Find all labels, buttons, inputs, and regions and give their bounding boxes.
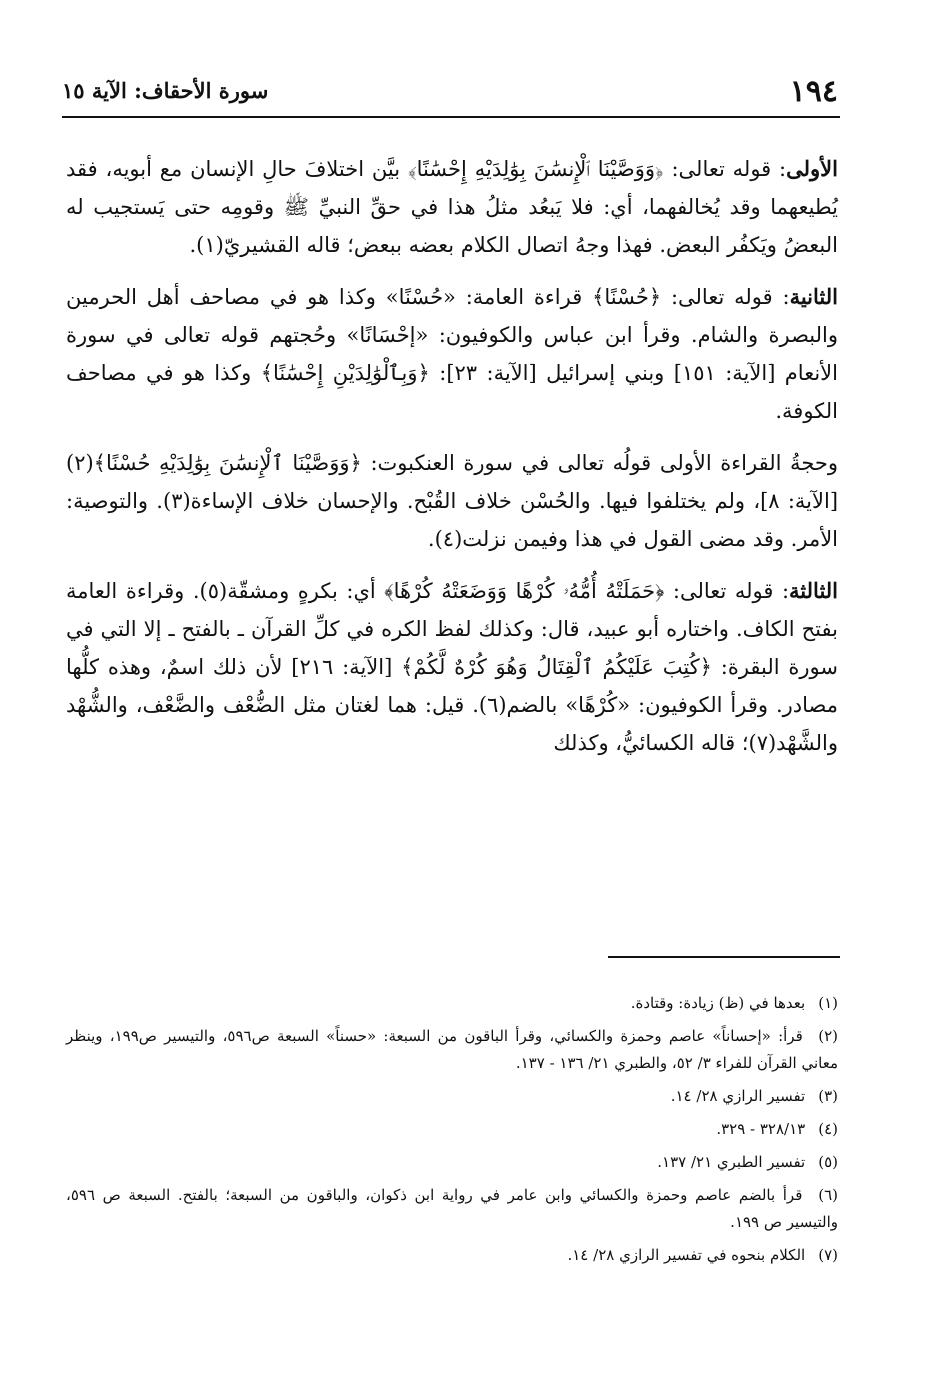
footnote-mark: (٦) bbox=[818, 1186, 838, 1204]
footnote-mark: (٧) bbox=[818, 1246, 838, 1264]
main-text bbox=[66, 150, 838, 776]
footnotes bbox=[66, 990, 838, 1275]
running-title: سورة الأحقاف: الآية ١٥ bbox=[62, 78, 269, 103]
footnote-text: قرأ: «إحساناً» عاصم وحمزة والكسائي، وقرأ الباقون من السبعة: «حسناً» السبعة ص٥٩٦، والتيسير ص١٩٩، وينظر معاني القرآن للفراء ٣/ ٥٢، والطبري ٢١/ ١٣٦ - ١٣٧. bbox=[66, 1027, 838, 1072]
paragraph-4 bbox=[66, 572, 838, 762]
footnote-7 bbox=[66, 1242, 838, 1269]
paragraph-lead: الثالثة bbox=[789, 578, 839, 603]
page-number: ١٩٤ bbox=[789, 74, 838, 109]
footnote-mark: (٥) bbox=[818, 1153, 838, 1171]
footnote-text: تفسير الطبري ٢١/ ١٣٧. bbox=[657, 1153, 806, 1171]
paragraph-3 bbox=[66, 444, 838, 558]
paragraph-1 bbox=[66, 150, 838, 264]
paragraph-lead: الأولى bbox=[786, 156, 838, 181]
footnote-1 bbox=[66, 990, 838, 1017]
footnote-3 bbox=[66, 1083, 838, 1110]
footnote-mark: (٣) bbox=[818, 1087, 838, 1105]
footnote-text: الكلام بنحوه في تفسير الرازي ٢٨/ ١٤. bbox=[567, 1246, 806, 1264]
paragraph-text: : قوله تعالى: ﴿وَوَصَّيْنَا ٱلْإِنسَٰنَ بِوَٰلِدَيْهِ إِحْسَٰنًا﴾ بيَّن اختلافَ حالِ الإنسان مع أبويه، فقد يُطيعهما وقد يُخالفهما، أي: فلا يَبعُد مثلُ هذا في حقِّ النبيِّ ﷺ وقومِه حتى يَستجيب له البعضُ ويَكفُر البعض. فهذا وجهُ اتصال الكلام بعضه ببعض؛ قاله القشيريّ(١). bbox=[66, 157, 838, 257]
footnote-2 bbox=[66, 1023, 838, 1077]
footnote-6 bbox=[66, 1182, 838, 1236]
paragraph-lead: الثانية bbox=[789, 284, 838, 309]
footnote-mark: (٢) bbox=[818, 1027, 838, 1045]
footnote-mark: (١) bbox=[818, 994, 838, 1012]
header-rule bbox=[62, 116, 840, 118]
page-header bbox=[62, 70, 838, 116]
paragraph-text: : قوله تعالى: ﴿حُسْنًا﴾ قراءة العامة: «حُسْنًا» وكذا هو في مصاحف أهل الحرمين والبصرة والشام. وقرأ ابن عباس والكوفيون: «إحْسَانًا» وحُجتهم قوله تعالى في سورة الأنعام [الآية: ١٥١] وبني إسرائيل [الآية: ٢٣]: ﴿وَبِٱلْوَٰلِدَيْنِ إِحْسَٰنًا﴾ وكذا هو في مصاحف الكوفة. bbox=[66, 285, 838, 423]
footnote-text: بعدها في (ظ) زيادة: وقتادة. bbox=[630, 994, 806, 1012]
footnote-rule bbox=[608, 956, 840, 958]
paragraph-text: وحجةُ القراءة الأولى قولُه تعالى في سورة العنكبوت: ﴿وَوَصَّيْنَا ٱلْإِنسَٰنَ بِوَٰلِدَيْهِ حُسْنًا﴾(٢) [الآية: ٨]، ولم يختلفوا فيها. والحُسْن خلاف القُبْح. والإحسان خلاف الإساءة(٣). والتوصية: الأمر. وقد مضى القول في هذا وفيمن نزلت(٤). bbox=[66, 451, 839, 551]
paragraph-text: : قوله تعالى: ﴿حَمَلَتْهُ أُمُّهُۥ كُرْهًا وَوَضَعَتْهُ كُرْهًا﴾ أي: بكرهٍ ومشقّة(٥). وقراءة العامة بفتح الكاف. واختاره أبو عبيد، قال: وكذلك لفظ الكره في كلِّ القرآن ـ بالفتح ـ إلا التي في سورة البقرة: ﴿كُتِبَ عَلَيْكُمُ ٱلْقِتَالُ وَهُوَ كُرْهٌ لَّكُمْ﴾ [الآية: ٢١٦] لأن ذلك اسمٌ، وهذه كلُّها مصادر. وقرأ الكوفيون: «كُرْهًا» بالضم(٦). قيل: هما لغتان مثل الضُّعْف والضَّعْف، والشُّهْد والشَّهْد(٧)؛ قاله الكسائيُّ، وكذلك bbox=[66, 579, 838, 755]
footnote-4 bbox=[66, 1116, 838, 1143]
footnote-mark: (٤) bbox=[818, 1120, 838, 1138]
footnote-5 bbox=[66, 1149, 838, 1176]
footnote-text: ٣٢٨/١٣ - ٣٢٩. bbox=[716, 1120, 806, 1138]
paragraph-2 bbox=[66, 278, 838, 430]
footnote-text: قرأ بالضم عاصم وحمزة والكسائي وابن عامر في رواية ابن ذكوان، والباقون من السبعة؛ بالفتح. السبعة ص ٥٩٦، والتيسير ص ١٩٩. bbox=[66, 1186, 838, 1231]
footnote-text: تفسير الرازي ٢٨/ ١٤. bbox=[670, 1087, 806, 1105]
